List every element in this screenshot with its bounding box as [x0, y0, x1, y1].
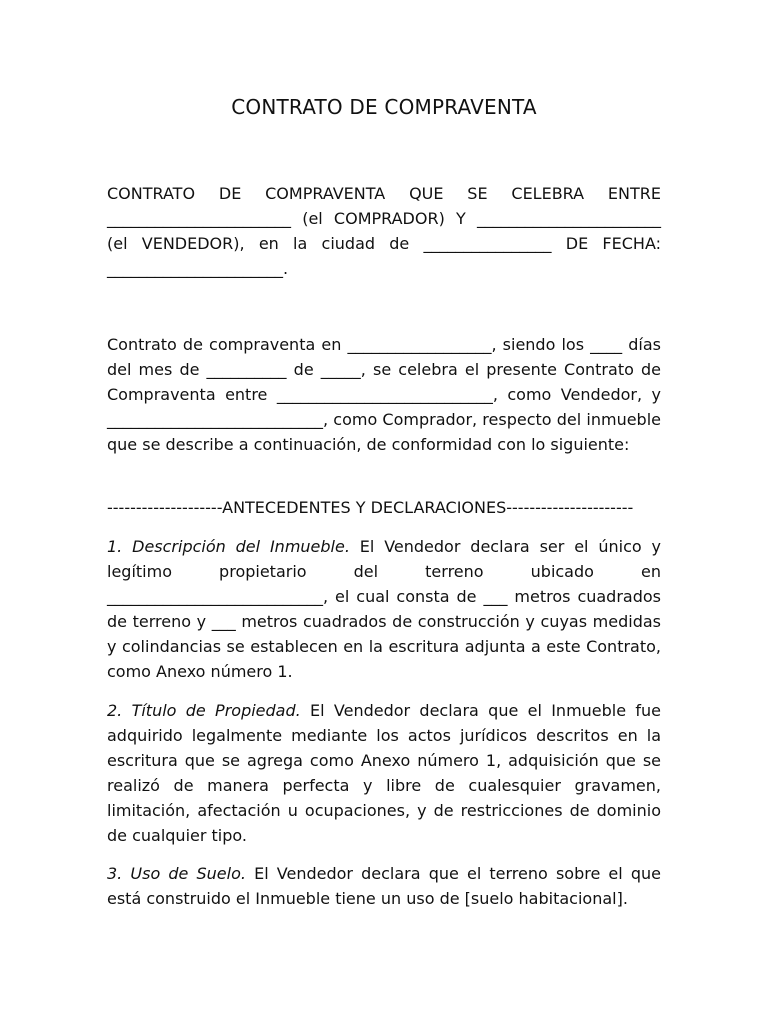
clause-3-heading: 3. Uso de Suelo. [107, 864, 246, 883]
section-heading: --------------------ANTECEDENTES Y DECLARACIONES---------------------- [107, 498, 634, 517]
intro-paragraph: CONTRATO DE COMPRAVENTA QUE SE CELEBRA ENTRE _______________________ (el COMPRADOR) Y _______________________ (el VENDEDOR), en la ciudad de ________________ DE FECHA: ______________________. [107, 184, 661, 278]
clause-3-text: El Vendedor declara que el terreno sobre el que está construido el Inmueble tiene un uso de [suelo habitacional]. [107, 864, 661, 908]
preamble-paragraph: Contrato de compraventa en __________________, siendo los ____ días del mes de __________ de _____, se celebra el presente Contrato de Compraventa entre ___________________________, como Vendedor, y ___________________________, como Comprador, respecto del inmueble que se describe a continuación, de conformidad con lo siguiente: [107, 335, 661, 454]
clause-1-text: El Vendedor declara ser el único y legítimo propietario del terreno ubicado en ___________________________, el cual consta de ___ metros cuadrados de terreno y ___ metros cuadrados de construcción y cuyas medidas y colindancias se establecen en la escritura adjunta a este Contrato, como Anexo número 1. [107, 537, 662, 681]
clause-2-heading: 2. Título de Propiedad. [107, 701, 301, 720]
clause-2 [107, 698, 661, 848]
clause-1 [107, 534, 661, 684]
clause-1-heading: 1. Descripción del Inmueble. [107, 537, 350, 556]
clause-3 [107, 861, 661, 911]
document-title: CONTRATO DE COMPRAVENTA [231, 95, 537, 119]
clause-2-text: El Vendedor declara que el Inmueble fue adquirido legalmente mediante los actos jurídicos descritos en la escritura que se agrega como Anexo número 1, adquisición que se realizó de manera perfecta y libre de cualesquier gravamen, limitación, afectación u ocupaciones, y de restricciones de dominio de cualquier tipo. [107, 701, 662, 845]
